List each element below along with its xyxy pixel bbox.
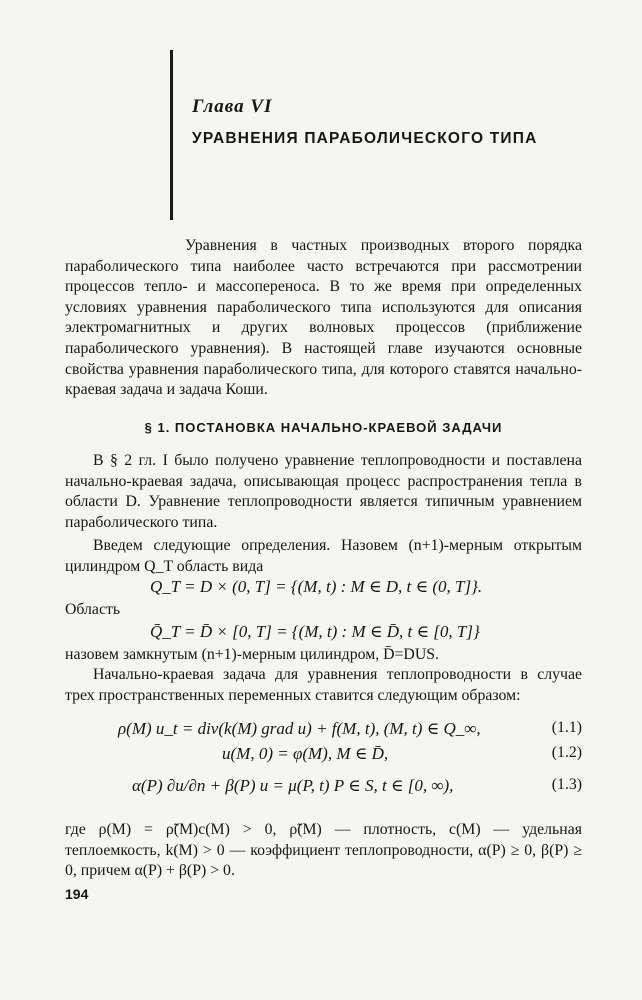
equation-1-3-number: (1.3) xyxy=(551,776,582,793)
paragraph-4: Начально-краевая задача для уравнения теплопроводности в случае трех пространственных переменных ставится следующим образом: xyxy=(65,666,582,704)
equation-open-cylinder: Q_T = D × (0, T] = {(M, t) : M ∈ D, t ∈ (0, T]}. xyxy=(150,577,483,596)
equation-1-2-number: (1.2) xyxy=(551,744,582,761)
chapter-vertical-rule xyxy=(170,50,173,220)
section-heading: § 1. ПОСТАНОВКА НАЧАЛЬНО-КРАЕВОЙ ЗАДАЧИ xyxy=(144,420,503,435)
equation-1-1-number: (1.1) xyxy=(551,719,582,736)
equation-1-3: α(P) ∂u/∂n + β(P) u = μ(P, t) P ∈ S, t ∈ [0, ∞), xyxy=(132,776,454,795)
chapter-label: Глава VI xyxy=(192,96,273,117)
paragraph-2 xyxy=(65,536,582,577)
paragraph-3: назовем замкнутым (n+1)-мерным цилиндром, D̄=DUS. xyxy=(65,646,439,663)
definition-text: Введем следующие определения. Назовем (n+1)-мерным открытым цилиндром Q_T область вида xyxy=(65,537,582,575)
intro-paragraph: Уравнения в частных производных второго порядка параболического типа наиболее часто встречаются при рассмотрении процессов тепло- и массопереноса. В то же время при определенных условиях уравнения параболического типа используются для описания электромагнитных и других волновых процессов (приближение параболического уравнения). В настоящей главе изучаются основные свойства уравнения параболического типа, для которого ставятся начально-краевая задача и задача Коши. xyxy=(65,237,582,399)
page-number: 194 xyxy=(65,886,89,902)
equation-closed-cylinder: Q̄_T = D̄ × [0, T] = {(M, t) : M ∈ D̄, t ∈ [0, T]} xyxy=(150,622,480,641)
equation-1-1: ρ(M) u_t = div(k(M) grad u) + f(M, t), (M, t) ∈ Q_∞, xyxy=(118,719,481,738)
paragraph-1: В § 2 гл. I было получено уравнение теплопроводности и поставлена начально-краевая задача, описывающая процесс распространения тепла в области D. Уравнение теплопроводности является типичным уравнением параболического типа. xyxy=(65,452,582,531)
chapter-title: УРАВНЕНИЯ ПАРАБОЛИЧЕСКОГО ТИПА xyxy=(192,130,538,147)
equation-1-2: u(M, 0) = φ(M), M ∈ D̄, xyxy=(222,744,389,763)
paragraph-5: где ρ(M) = ρ̃(M)c(M) > 0, ρ̃(M) — плотность, c(M) — удельная теплоемкость, k(M) > 0 — коэффициент теплопроводности, α(P) ≥ 0, β(P) ≥ 0, причем α(P) + β(P) > 0. xyxy=(65,821,582,880)
label-oblast: Область xyxy=(65,601,121,618)
